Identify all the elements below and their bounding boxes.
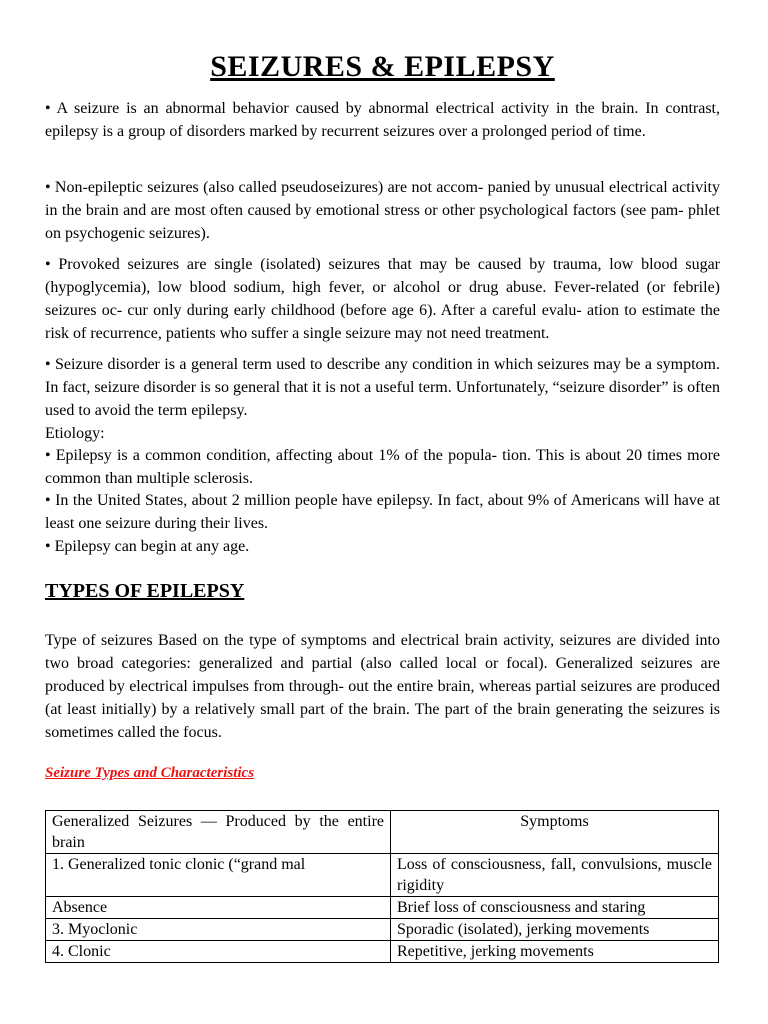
table-cell: 1. Generalized tonic clonic (“grand mal bbox=[46, 854, 391, 897]
section-heading: TYPES OF EPILEPSY bbox=[45, 580, 245, 602]
table-row bbox=[46, 897, 719, 919]
table-cell: Repetitive, jerking movements bbox=[391, 941, 719, 963]
paragraph-seizure-definition: • A seizure is an abnormal behavior caused by abnormal electrical activity in the brain. In contrast, epilepsy is a group of disorders marked by recurrent seizures over a prolonged period of time. bbox=[45, 100, 720, 140]
paragraph-types: Type of seizures Based on the type of symptoms and electrical brain activity, seizures are divided into two broad categories: generalized and partial (also called local or focal). Generalized seizures are produced by electrical impulses from through- out the entire brain, whereas partial seizures are produced (at least initially) by a relatively small part of the brain. The part of the brain generating the seizures is sometimes called the focus. bbox=[45, 632, 720, 741]
table-header-row bbox=[46, 811, 719, 854]
paragraph-seizure-disorder: • Seizure disorder is a general term used to describe any condition in which seizures may be a symptom. In fact, seizure disorder is so general that it is not a useful term. Unfortunately, “seizure disorder” is often used to avoid the term epilepsy. bbox=[45, 356, 720, 419]
seizure-types-table bbox=[45, 810, 719, 963]
etiology-item: • Epilepsy is a common condition, affecting about 1% of the popula- tion. This is about 20 times more common than multiple sclerosis. bbox=[45, 447, 720, 487]
etiology-heading: Etiology: bbox=[45, 425, 105, 442]
table-cell: 3. Myoclonic bbox=[46, 919, 391, 941]
table-cell: Sporadic (isolated), jerking movements bbox=[391, 919, 719, 941]
table-row bbox=[46, 854, 719, 897]
table-header-cell: Symptoms bbox=[391, 811, 719, 854]
table-cell: Loss of consciousness, fall, convulsions, muscle rigidity bbox=[391, 854, 719, 897]
paragraph-provoked: • Provoked seizures are single (isolated) seizures that may be caused by trauma, low blood sugar (hypoglycemia), low blood sodium, high fever, or alcohol or drug abuse. Fever-related (or febrile) seizures oc- cur only during early childhood (before age 6). After a careful evalu- ation to estimate the risk of recurrence, patients who suffer a single seizure may not need treatment. bbox=[45, 256, 720, 342]
etiology-item: • In the United States, about 2 million people have epilepsy. In fact, about 9% of Americans will have at least one seizure during their lives. bbox=[45, 492, 720, 532]
table-row bbox=[46, 941, 719, 963]
table-cell: 4. Clonic bbox=[46, 941, 391, 963]
etiology-item: • Epilepsy can begin at any age. bbox=[45, 538, 250, 555]
table-row bbox=[46, 919, 719, 941]
paragraph-non-epileptic: • Non-epileptic seizures (also called pseudoseizures) are not accom- panied by unusual electrical activity in the brain and are most often caused by emotional stress or other psychological factors (see pam- phlet on psychogenic seizures). bbox=[45, 179, 720, 242]
table-cell: Brief loss of consciousness and staring bbox=[391, 897, 719, 919]
table-heading: Seizure Types and Characteristics bbox=[45, 765, 255, 781]
table-header-cell: Generalized Seizures — Produced by the entire brain bbox=[46, 811, 391, 854]
page-title: SEIZURES & EPILEPSY bbox=[210, 50, 555, 83]
table-cell: Absence bbox=[46, 897, 391, 919]
